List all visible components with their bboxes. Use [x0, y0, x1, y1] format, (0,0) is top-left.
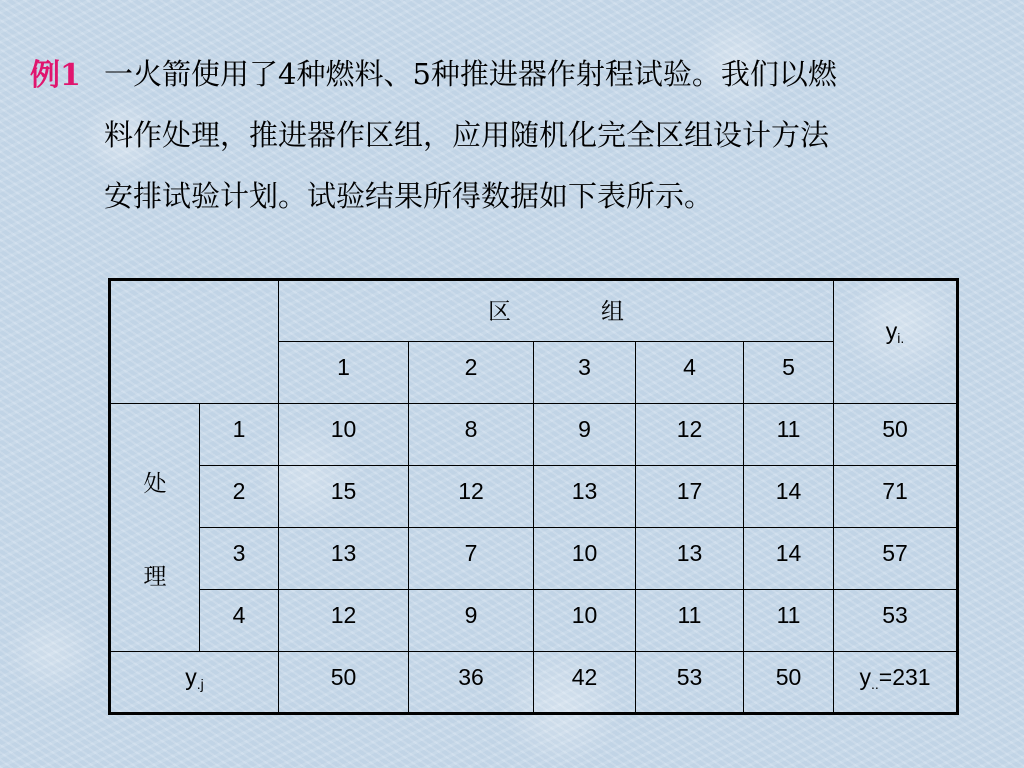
table-row: [110, 528, 958, 590]
row-total: 53: [834, 590, 958, 652]
block-group-header: [279, 280, 834, 342]
data-table: [108, 278, 959, 715]
grand-total: [834, 652, 958, 714]
table-cell: 7: [409, 528, 534, 590]
table-cell: 12: [409, 466, 534, 528]
block-number-3: 3: [534, 342, 636, 404]
treatment-number: 1: [200, 404, 279, 466]
treatment-number: 2: [200, 466, 279, 528]
grand-total-base: y: [859, 664, 871, 690]
block-number-1: 1: [279, 342, 409, 404]
treatment-label-char-1: 处: [143, 470, 167, 497]
column-total: 36: [409, 652, 534, 714]
column-total: 50: [279, 652, 409, 714]
table-cell: 12: [636, 404, 744, 466]
table-row: [110, 466, 958, 528]
table-row: [110, 404, 958, 466]
treatment-label: [110, 404, 200, 652]
example-label: 例1: [30, 58, 81, 93]
table-cell: 17: [636, 466, 744, 528]
problem-statement: [104, 44, 974, 227]
problem-line-2: 料作处理，推进器作区组，应用随机化完全区组设计方法: [104, 118, 830, 152]
column-total: 42: [534, 652, 636, 714]
block-number-2: 2: [409, 342, 534, 404]
table-row: [110, 590, 958, 652]
table-cell: 13: [636, 528, 744, 590]
table-cell: 9: [409, 590, 534, 652]
table-cell: 11: [744, 590, 834, 652]
table-cell: 9: [534, 404, 636, 466]
table-cell: 15: [279, 466, 409, 528]
table-cell: 11: [636, 590, 744, 652]
column-total: 50: [744, 652, 834, 714]
table-cell: 12: [279, 590, 409, 652]
row-total: 71: [834, 466, 958, 528]
grand-total-suffix: =231: [878, 664, 931, 690]
treatment-number: 3: [200, 528, 279, 590]
column-total-label-sub: .j: [196, 676, 204, 692]
row-total-header-base: y: [885, 318, 898, 344]
row-total: 50: [834, 404, 958, 466]
table-cell: 10: [279, 404, 409, 466]
row-total-header: [834, 280, 958, 404]
grand-total-sub: ..: [871, 676, 879, 692]
group-header-char-2: 组: [601, 299, 625, 325]
table-cell: 8: [409, 404, 534, 466]
table-cell: 11: [744, 404, 834, 466]
problem-line-3: 安排试验计划。试验结果所得数据如下表所示。: [104, 179, 714, 213]
corner-cell: [110, 280, 279, 404]
block-number-5: 5: [744, 342, 834, 404]
table-cell: 10: [534, 590, 636, 652]
row-total: 57: [834, 528, 958, 590]
table-cell: 13: [279, 528, 409, 590]
treatment-label-char-2: 理: [143, 563, 167, 590]
table-cell: 14: [744, 466, 834, 528]
table-cell: 13: [534, 466, 636, 528]
column-total-label-base: y: [185, 664, 197, 690]
column-totals-row: [110, 652, 958, 714]
treatment-number: 4: [200, 590, 279, 652]
column-total-label: [110, 652, 279, 714]
group-header-char-1: 区: [488, 299, 512, 325]
block-number-4: 4: [636, 342, 744, 404]
table-cell: 14: [744, 528, 834, 590]
table-cell: 10: [534, 528, 636, 590]
column-total: 53: [636, 652, 744, 714]
row-total-header-sub: i.: [897, 330, 905, 346]
problem-line-1: 一火箭使用了4种燃料、5种推进器作射程试验。我们以燃: [104, 57, 837, 91]
